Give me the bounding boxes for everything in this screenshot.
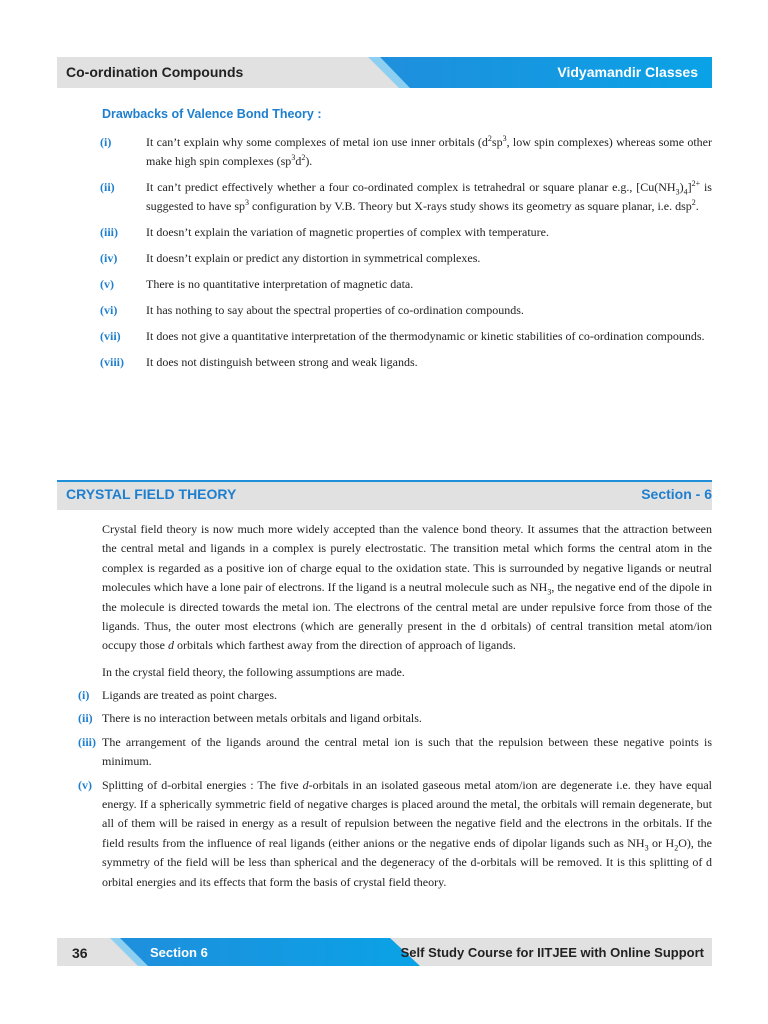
item-number: (viii) — [100, 355, 124, 369]
item-text: There is no quantitative interpretation of magnetic data. — [146, 277, 414, 291]
item-number: (ii) — [78, 711, 93, 726]
item-text: It can’t explain why some complexes of metal ion use inner orbitals ($d^2sp^3$, low spin complexes) whereas some other make high spin complexes $(sp^3d^2)$. — [146, 134, 712, 168]
item-text: It can’t predict effectively whether a four co-ordinated complex is tetrahedral or square planar e.g., $[Cu(NH_3)_4]^{2+}$ is suggested to have $sp^3$ configuration by V.B. Theory but X-rays study shows its geometry as square planar, i.e. dsp$^2$. — [146, 179, 712, 213]
item-text: Splitting of d-orbital energies : The five d-orbitals in an isolated gaseous metal atom/ion are degenerate i.e. they have equal energy. If a spherically symmetric field of negative charges is placed around the metal, the orbitals will remain degenerate, but all of them will be raised in energy as a result of repulsion between the negative field and the electrons in the orbitals. If the field results from the influence of real ligands (either anions or the negative ends of dipolar ligands such as $NH_3$ or $H_2O$), the symmetry of the field will be less than spherical and the degeneracy of the d-orbitals will be removed. It is this splitting of d orbital energies and its effects that form the basis of crystal field theory. — [102, 777, 712, 889]
item-number: (iii) — [78, 734, 96, 749]
item-text: The arrangement of the ligands around the central metal ion is such that the repulsion between these negative points is minimum. — [102, 734, 712, 769]
course-name: Self Study Course for IITJEE with Online Support — [400, 945, 704, 960]
item-text: Ligands are treated as point charges. — [102, 688, 278, 702]
page-number: 36 — [72, 945, 88, 961]
section-title: CRYSTAL FIELD THEORY — [66, 486, 237, 502]
list-item — [100, 301, 712, 320]
assumptions-intro: In the crystal field theory, the following assumptions are made. — [102, 665, 405, 679]
list-item — [78, 733, 712, 772]
list-item — [100, 353, 712, 372]
item-number: (i) — [78, 688, 90, 702]
list-item — [100, 249, 712, 268]
item-number: (iii) — [100, 225, 118, 239]
section-number: Section - 6 — [641, 486, 712, 502]
assumptions-list — [78, 686, 712, 896]
list-item — [100, 327, 712, 346]
item-number: (vi) — [100, 303, 118, 317]
item-number: (v) — [78, 777, 92, 792]
item-text: There is no interaction between metals orbitals and ligand orbitals. — [102, 711, 422, 726]
drawbacks-list — [100, 133, 712, 379]
footer-section-label: Section 6 — [150, 945, 208, 960]
item-text: It doesn’t explain or predict any distortion in symmetrical complexes. — [146, 251, 481, 265]
list-item — [78, 709, 712, 728]
item-text: It doesn’t explain the variation of magnetic properties of complex with temperature. — [146, 225, 549, 239]
list-item — [100, 133, 712, 171]
item-number: (i) — [100, 135, 112, 149]
list-item — [100, 223, 712, 242]
list-item — [78, 776, 712, 892]
item-text: It has nothing to say about the spectral properties of co-ordination compounds. — [146, 303, 524, 317]
intro-paragraph: Crystal field theory is now much more widely accepted than the valence bond theory. It assumes that the attraction between the central metal and ligands in a complex is purely electrostatic. The transition metal which forms the central atom in the complex is regarded as a positive ion of charge equal to the oxidation state. This is surrounded by negative ligands or neutral molecules which have a lone pair of electrons. If the ligand is a neutral molecule such as $NH_3$, the negative end of the dipole in the molecule is directed towards the metal ion. The electrons of the central metal are under repulsive force from those of the ligands. Thus, the outer most electrons (which are generally present in the d orbitals) of central transition metal atom/ion occupy those d orbitals which farthest away from the direction of approach of ligands. — [102, 522, 712, 653]
list-item — [78, 686, 712, 705]
item-text: It does not distinguish between strong and weak ligands. — [146, 355, 418, 369]
brand-name: Vidyamandir Classes — [557, 64, 698, 80]
item-number: (vii) — [100, 329, 121, 343]
chapter-title: Co-ordination Compounds — [66, 64, 244, 80]
list-item — [100, 178, 712, 216]
item-number: (ii) — [100, 180, 115, 194]
item-number: (v) — [100, 277, 114, 291]
item-number: (iv) — [100, 251, 118, 265]
item-text: It does not give a quantitative interpretation of the thermodynamic or kinetic stabilities of co-ordination compounds. — [146, 329, 705, 343]
drawbacks-heading: Drawbacks of Valence Bond Theory : — [102, 107, 322, 121]
list-item — [100, 275, 712, 294]
